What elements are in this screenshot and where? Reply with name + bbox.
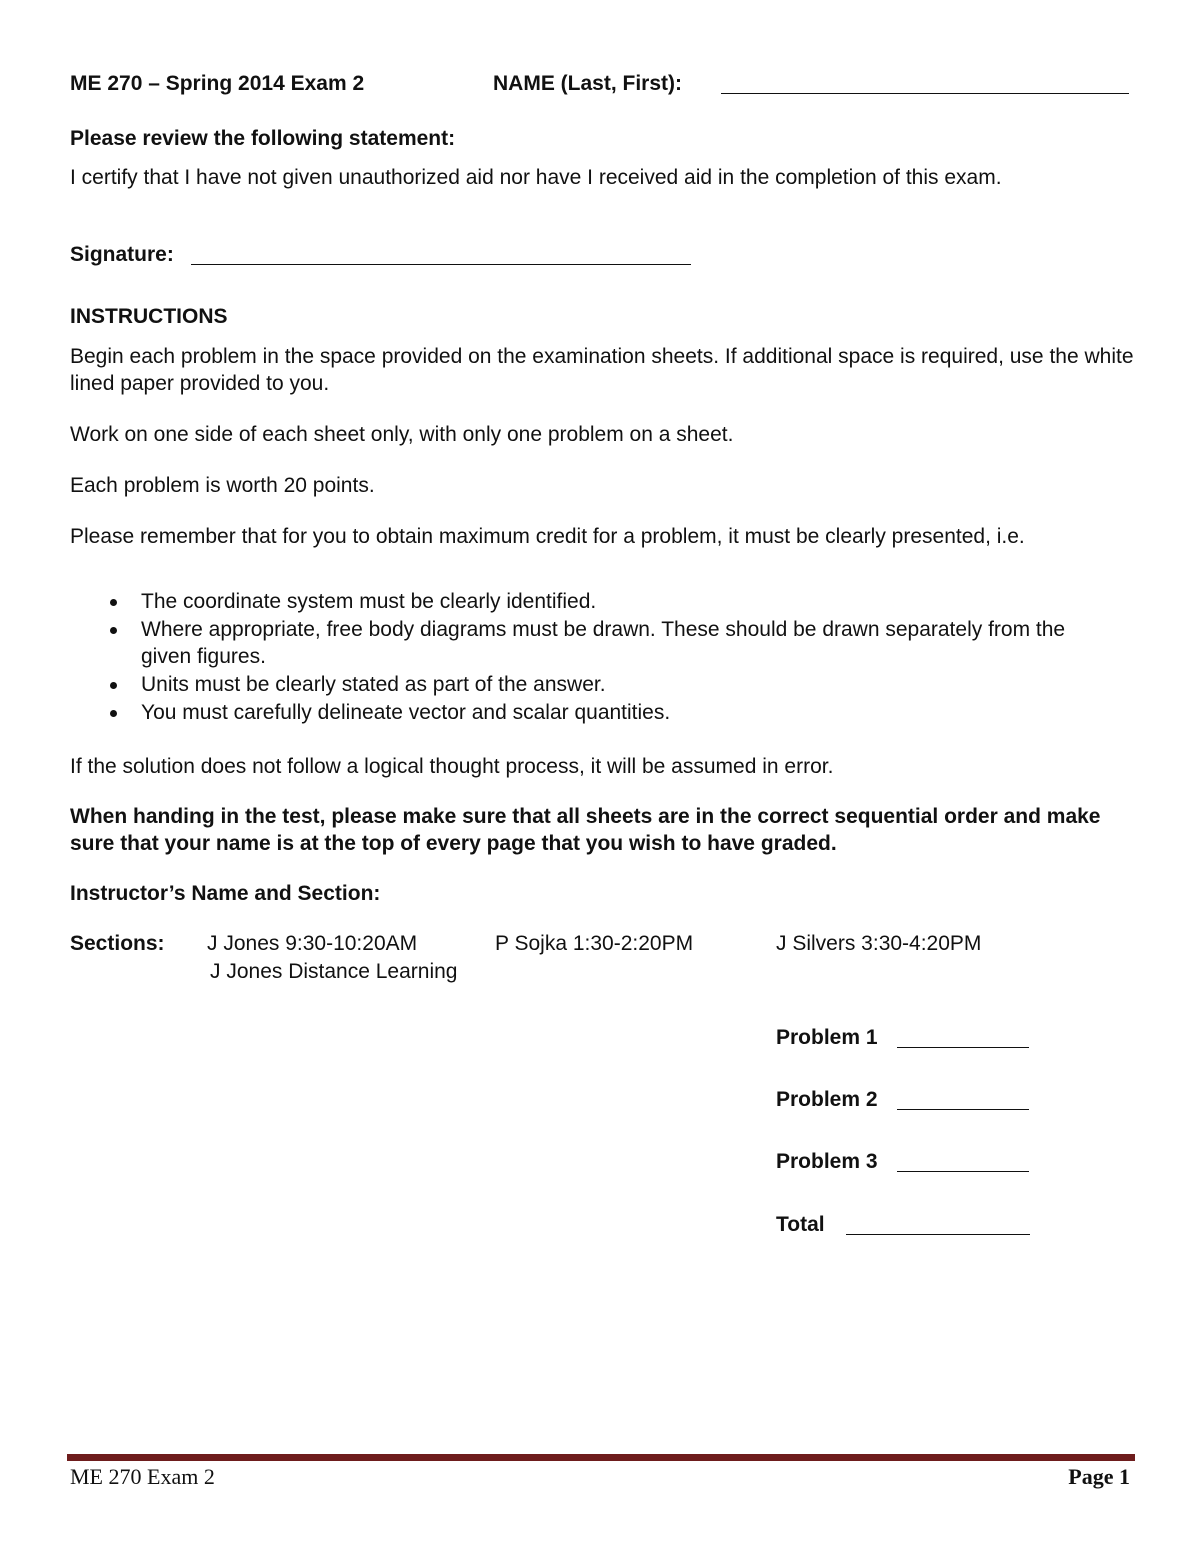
footer-divider	[67, 1454, 1135, 1461]
instructor-label: Instructor’s Name and Section:	[70, 882, 381, 905]
section-option[interactable]: P Sojka 1:30-2:20PM	[495, 932, 694, 955]
problem-2-score-field[interactable]	[897, 1109, 1029, 1110]
section-option[interactable]: J Jones 9:30-10:20AM	[207, 932, 418, 955]
name-field[interactable]	[721, 93, 1129, 94]
statement-heading: Please review the following statement:	[70, 127, 456, 150]
instruction-paragraph-3: Each problem is worth 20 points.	[70, 474, 375, 497]
certification-statement: I certify that I have not given unauthorized aid nor have I received aid in the completion of this exam.	[70, 166, 1002, 189]
bullet-icon	[110, 599, 117, 606]
bullet-icon	[110, 710, 117, 717]
handing-in-note: When handing in the test, please make sure that all sheets are in the correct sequential order and make sure that your name is at the top of every page that you wish to have graded.	[70, 805, 1101, 855]
bullet-icon	[110, 682, 117, 689]
sections-label: Sections:	[70, 932, 165, 955]
problem-3-score-field[interactable]	[897, 1171, 1029, 1172]
requirements-list	[70, 588, 1130, 727]
instruction-paragraph-1: Begin each problem in the space provided on the examination sheets. If additional space is required, use the white lined paper provided to you.	[70, 345, 1134, 395]
total-score-field[interactable]	[846, 1234, 1030, 1235]
instructions-heading: INSTRUCTIONS	[70, 305, 228, 328]
exam-title: ME 270 – Spring 2014 Exam 2	[70, 72, 365, 95]
signature-field[interactable]	[191, 264, 691, 265]
footer-exam-label: ME 270 Exam 2	[70, 1464, 215, 1489]
list-item: You must carefully delineate vector and scalar quantities.	[70, 699, 1130, 726]
problem-1-label: Problem 1	[776, 1026, 878, 1049]
name-label: NAME (Last, First):	[493, 72, 682, 95]
problem-1-score-field[interactable]	[897, 1047, 1029, 1048]
list-item: Where appropriate, free body diagrams must be drawn. These should be drawn separately from the given figures.	[70, 616, 1101, 670]
instruction-paragraph-5: If the solution does not follow a logical thought process, it will be assumed in error.	[70, 755, 834, 778]
problem-3-label: Problem 3	[776, 1150, 878, 1173]
instruction-paragraph-4: Please remember that for you to obtain maximum credit for a problem, it must be clearly presented, i.e.	[70, 525, 1025, 548]
list-item: The coordinate system must be clearly identified.	[70, 588, 1130, 615]
instruction-paragraph-2: Work on one side of each sheet only, with only one problem on a sheet.	[70, 423, 734, 446]
list-item: Units must be clearly stated as part of the answer.	[70, 671, 1130, 698]
section-option[interactable]: J Silvers 3:30-4:20PM	[776, 932, 982, 955]
signature-label: Signature:	[70, 243, 174, 266]
total-label: Total	[776, 1213, 825, 1236]
section-option[interactable]: J Jones Distance Learning	[210, 960, 458, 983]
problem-2-label: Problem 2	[776, 1088, 878, 1111]
page-number: Page 1	[1068, 1464, 1130, 1489]
bullet-icon	[110, 627, 117, 634]
